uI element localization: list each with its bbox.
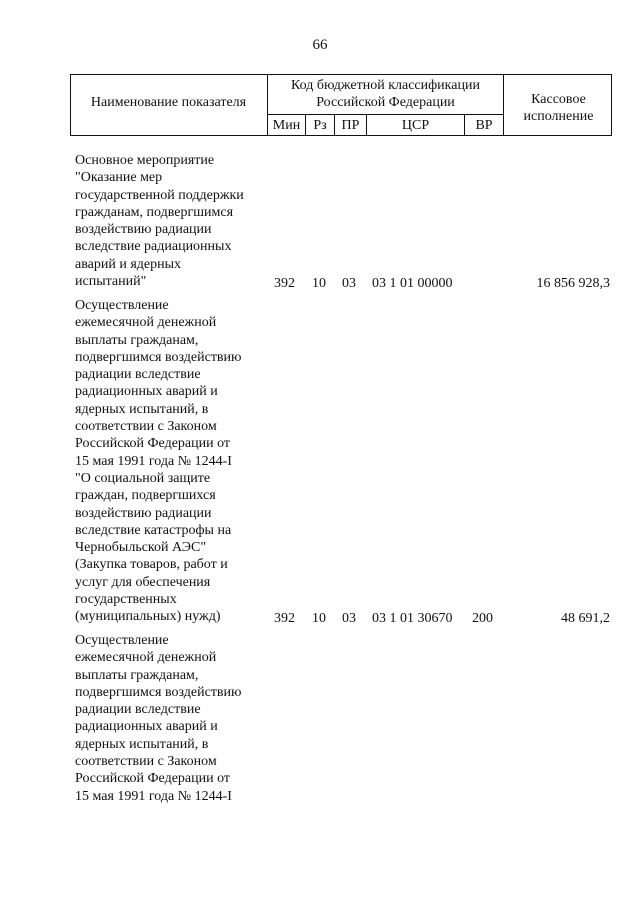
row-pr: 03 bbox=[342, 611, 356, 626]
header-rz: Рз bbox=[313, 118, 327, 133]
header-amount-column: Кассовое исполнение bbox=[523, 92, 594, 124]
header-vr: ВР bbox=[475, 118, 493, 133]
row-amount: 16 856 928,3 bbox=[536, 276, 610, 291]
row-csr: 03 1 01 30670 bbox=[372, 611, 453, 626]
header-bottom-border bbox=[70, 135, 612, 136]
row-min: 392 bbox=[274, 276, 295, 291]
row-min: 392 bbox=[274, 611, 295, 626]
page-number: 66 bbox=[312, 37, 328, 53]
code-group-divider bbox=[267, 114, 504, 115]
header-top-border bbox=[70, 74, 612, 75]
header-name-column: Наименование показателя bbox=[90, 95, 247, 110]
row-pr: 03 bbox=[342, 276, 356, 291]
header-border-left bbox=[70, 74, 71, 136]
row-vr: 200 bbox=[472, 611, 493, 626]
header-csr: ЦСР bbox=[401, 118, 430, 133]
header-pr: ПР bbox=[341, 118, 360, 133]
row-amount: 48 691,2 bbox=[561, 611, 610, 626]
row-rz: 10 bbox=[312, 276, 326, 291]
row-rz: 10 bbox=[312, 611, 326, 626]
table-header bbox=[70, 74, 612, 136]
header-min: Мин bbox=[272, 118, 301, 133]
row-csr: 03 1 01 00000 bbox=[372, 276, 453, 291]
header-code-group: Код бюджетной классификации Российской Федерации bbox=[291, 78, 480, 110]
row-name: Основное мероприятие "Оказание мер государственной поддержки гражданам, подвергшимся воздействию радиации вследствие радиационных аварий и ядерных испытаний" bbox=[75, 153, 244, 290]
row-name: Осуществление ежемесячной денежной выплаты гражданам, подвергшимся воздействию радиации вследствие радиационных аварий и ядерных испытаний, в соответствии с Законом Российской Федерации от 15 мая 1991 года № 1244-I "О социальной защите граждан, подвергшихся воздействию радиации вследствие катастрофы на Чернобыльской АЭС" (Закупка товаров, работ и услуг для обеспечения государственных (муниципальных) нужд) bbox=[75, 298, 242, 625]
row-name: Осуществление ежемесячной денежной выплаты гражданам, подвергшимся воздействию радиации вследствие радиационных аварий и ядерных испытаний, в соответствии с Законом Российской Федерации от 15 мая 1991 года № 1244-I bbox=[75, 633, 242, 804]
header-border-right bbox=[611, 74, 612, 136]
